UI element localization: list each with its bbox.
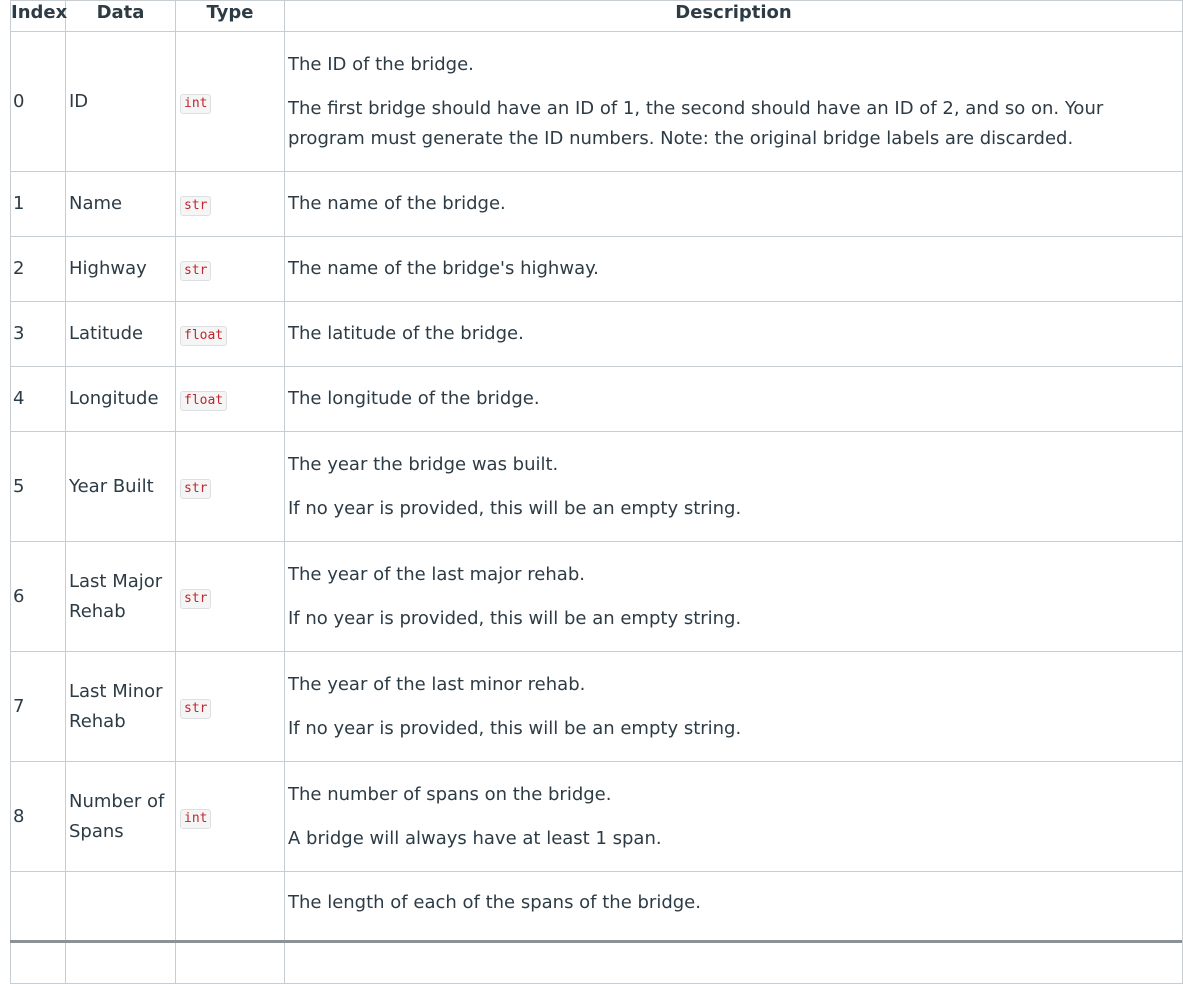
cell-data: Latitude [66,302,176,367]
cell-description [285,432,1183,542]
description-text: The ID of the bridge. [288,53,474,75]
cell-data: Name [66,172,176,237]
type-code: float [180,326,227,346]
table-row [11,762,1183,872]
cell-data: Highway [66,237,176,302]
cell-type [176,172,285,237]
description-text: The year of the last minor rehab. [288,673,586,695]
header-description: Description [285,1,1183,32]
cell-data: Last Minor Rehab [66,652,176,762]
cell-index: 2 [11,237,66,302]
type-code: str [180,699,211,719]
type-code: str [180,196,211,216]
cell-type [176,237,285,302]
cell-type [176,872,285,984]
table-row [11,172,1183,237]
cell-index: 3 [11,302,66,367]
cell-type [176,367,285,432]
cell-data: Number of Spans [66,762,176,872]
cell-index: 5 [11,432,66,542]
cell-type [176,302,285,367]
cell-index: 6 [11,542,66,652]
table-row [11,542,1183,652]
header-row [11,1,1183,32]
cell-type [176,32,285,172]
description-text: If no year is provided, this will be an empty string. [288,497,742,519]
cell-description [285,237,1183,302]
cell-data: ID [66,32,176,172]
description-text: The first bridge should have an ID of 1, the second should have an ID of 2, and so on. Your program must generate the ID numbers. Note: the original bridge labels are discarded. [288,97,1104,149]
cell-type [176,542,285,652]
cell-description [285,652,1183,762]
description-text: The year of the last major rehab. [288,563,585,585]
table-row [11,32,1183,172]
cell-description [285,542,1183,652]
cell-description [285,302,1183,367]
description-text: If no year is provided, this will be an empty string. [288,607,742,629]
bridge-data-table [10,0,1183,984]
cell-data [66,872,176,984]
cell-index: 7 [11,652,66,762]
description-text: The name of the bridge. [288,193,506,214]
type-code: float [180,391,227,411]
description-text: The name of the bridge's highway. [288,258,599,279]
cell-description [285,762,1183,872]
table-row [11,367,1183,432]
description-text: The number of spans on the bridge. [288,783,612,805]
cell-index: 1 [11,172,66,237]
cell-type [176,762,285,872]
header-type: Type [176,1,285,32]
cell-index [11,872,66,984]
cell-data: Longitude [66,367,176,432]
cell-description [285,872,1183,984]
header-index: Index [11,1,66,32]
type-code: int [180,809,211,829]
cell-index: 4 [11,367,66,432]
description-text: The length of each of the spans of the bridge. [288,892,701,913]
table-row [11,872,1183,984]
table-row [11,302,1183,367]
cell-index: 0 [11,32,66,172]
description-text: The latitude of the bridge. [288,323,524,344]
type-code: str [180,261,211,281]
description-text: A bridge will always have at least 1 span. [288,827,662,849]
cell-description [285,32,1183,172]
cell-data: Last Major Rehab [66,542,176,652]
header-data: Data [66,1,176,32]
table-row [11,237,1183,302]
type-code: int [180,94,211,114]
cell-description [285,367,1183,432]
cell-type [176,432,285,542]
cell-description [285,172,1183,237]
table-row [11,432,1183,542]
description-text: The year the bridge was built. [288,453,559,475]
cell-data: Year Built [66,432,176,542]
description-text: If no year is provided, this will be an empty string. [288,717,742,739]
type-code: str [180,589,211,609]
cell-index: 8 [11,762,66,872]
table-row [11,652,1183,762]
description-text: The longitude of the bridge. [288,388,540,409]
type-code: str [180,479,211,499]
cell-type [176,652,285,762]
